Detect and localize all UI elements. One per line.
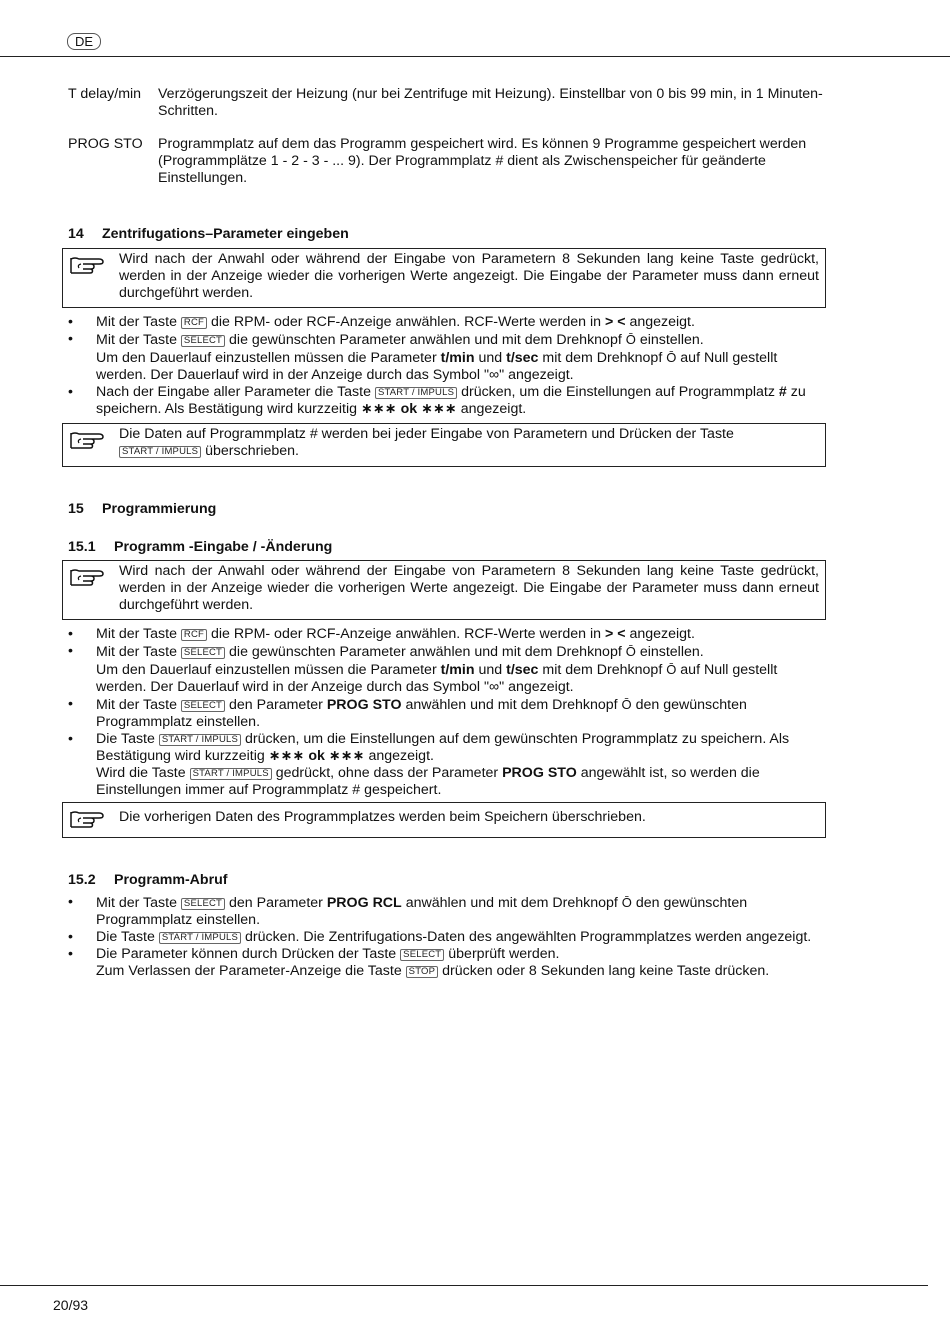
- stars-icon: ∗∗∗: [268, 748, 305, 764]
- list-item: [68, 894, 828, 929]
- param-prog-sto: [68, 136, 828, 187]
- text: gedrückt, ohne dass der Parameter: [275, 765, 499, 781]
- text: Nach der Eingabe aller Parameter die Taste: [96, 384, 371, 400]
- text: und: [478, 662, 503, 678]
- param-t-min: t/min: [440, 662, 475, 678]
- text: die RPM- oder RCF-Anzeige anwählen. RCF-Werte werden in: [210, 314, 602, 330]
- param-prog-sto: PROG STO: [502, 765, 577, 781]
- text: Mit der Taste: [96, 697, 177, 713]
- pointing-hand-icon: [69, 254, 109, 276]
- param-term: T delay/min: [68, 86, 142, 102]
- text: angewählt ist, so werden die Einstellungen immer auf Programmplatz # gespeichert.: [96, 765, 760, 798]
- param-definition: Programmplatz auf dem das Programm gespeichert wird. Es können 9 Programme gespeichert werden (Programmplätze 1 - 2 - 3 - ... 9). Der Programmplatz # dient als Zwischenspeicher für geänderte Einstellungen.: [158, 136, 807, 186]
- stars-icon: ∗∗∗: [328, 748, 365, 764]
- param-t-delay: [68, 86, 828, 120]
- text: den gewünschten Programmplatz einstellen.: [96, 697, 747, 730]
- rcf-key-icon: RCF: [181, 317, 207, 329]
- stop-key-icon: STOP: [406, 966, 439, 978]
- param-term: PROG STO: [68, 136, 143, 152]
- text: Die Taste: [96, 929, 155, 945]
- pointing-hand-icon: [69, 808, 109, 830]
- select-key-icon: SELECT: [181, 647, 225, 659]
- section-number: 15: [68, 501, 84, 517]
- text: Die Taste: [96, 731, 155, 747]
- list-item: [68, 929, 828, 946]
- text: Wird die Taste: [96, 765, 186, 781]
- text: angezeigt.: [629, 626, 695, 642]
- ok-display: ok: [308, 748, 325, 764]
- text: Mit der Taste: [96, 314, 177, 330]
- section-title: Programm-Abruf: [114, 872, 228, 888]
- list-item: [68, 384, 828, 418]
- section-14-heading: [68, 226, 349, 243]
- pointing-hand-icon: [69, 566, 109, 588]
- section-15-heading: [68, 501, 216, 518]
- text: auf Null gestellt werden. Der Dauerlauf wird in der Anzeige durch das Symbol "∞" angezeigt.: [96, 662, 778, 695]
- rcf-indicator: > <: [604, 314, 626, 330]
- text: anwählen und mit dem Drehknopf: [405, 895, 618, 911]
- note-box-overwrite: [62, 423, 826, 467]
- header-divider: [0, 56, 950, 57]
- param-t-sec: t/sec: [506, 662, 539, 678]
- text: den Parameter: [229, 697, 323, 713]
- list-item: [68, 331, 828, 384]
- text: drücken oder 8 Sekunden lang keine Taste drücken.: [442, 963, 770, 979]
- text: angezeigt.: [460, 401, 527, 417]
- footer-divider: [0, 1285, 928, 1286]
- knob-icon: Ō: [621, 895, 632, 910]
- rcf-key-icon: RCF: [181, 629, 207, 641]
- param-t-min: t/min: [440, 350, 475, 366]
- text: Mit der Taste: [96, 895, 177, 911]
- text: angezeigt.: [368, 748, 434, 764]
- section-15-2-steps: [68, 894, 828, 980]
- select-key-icon: SELECT: [400, 949, 444, 961]
- note-text: Wird nach der Anwahl oder während der Eingabe von Parametern 8 Sekunden lang keine Taste gedrückt, werden in der Anzeige wieder die vorherigen Werte angezeigt. Die Eingabe der Parameter muss dann erneut durchgeführt werden.: [119, 251, 819, 301]
- text: Zum Verlassen der Parameter-Anzeige die Taste: [96, 963, 402, 979]
- text: drücken. Die Zentrifugations-Daten des angewählten Programmplatzes werden angezeigt.: [244, 929, 812, 945]
- list-item: [68, 696, 828, 731]
- page-number: 20/93: [53, 1297, 89, 1313]
- text: den Parameter: [229, 895, 323, 911]
- section-title: Programm -Eingabe / -Änderung: [114, 539, 333, 555]
- text: auf Null gestellt werden. Der Dauerlauf wird in der Anzeige durch das Symbol "∞" angezeigt.: [96, 350, 778, 383]
- section-title: Zentrifugations–Parameter eingeben: [102, 226, 349, 242]
- pointing-hand-icon: [69, 429, 109, 451]
- list-item: [68, 626, 828, 643]
- knob-icon: Ō: [666, 662, 677, 677]
- text: einstellen.: [639, 644, 704, 660]
- text: und: [478, 350, 503, 366]
- text: Mit der Taste: [96, 644, 177, 660]
- note-box-timeout-2: [62, 560, 826, 620]
- section-number: 14: [68, 226, 84, 242]
- ok-display: ok: [400, 401, 418, 417]
- select-key-icon: SELECT: [181, 700, 225, 712]
- text: überprüft werden.: [448, 946, 560, 962]
- section-number: 15.1: [68, 539, 96, 555]
- stars-icon: ∗∗∗: [360, 401, 397, 417]
- note-box-previous-data: [62, 802, 826, 838]
- select-key-icon: SELECT: [181, 898, 225, 910]
- text: drücken, um die Einstellungen auf dem gewünschten Programmplatz zu speichern. Als Bestätigung wird kurzzeitig: [96, 731, 790, 764]
- section-15-2-heading: [68, 872, 228, 889]
- section-number: 15.2: [68, 872, 96, 888]
- note-text: Wird nach der Anwahl oder während der Eingabe von Parametern 8 Sekunden lang keine Taste gedrückt, werden in der Anzeige wieder die vorherigen Werte angezeigt. Die Eingabe der Parameter muss dann erneut durchgeführt werden.: [119, 563, 819, 613]
- text: die gewünschten Parameter anwählen und mit dem Drehknopf: [229, 644, 622, 660]
- section-14-steps: [68, 314, 828, 418]
- knob-icon: Ō: [666, 350, 677, 365]
- list-item: [68, 946, 828, 980]
- text: angezeigt.: [629, 314, 695, 330]
- start-impuls-key-icon: START / IMPULS: [375, 387, 457, 399]
- param-prog-sto: PROG STO: [326, 697, 402, 713]
- text: Um den Dauerlauf einzustellen müssen die Parameter: [96, 662, 437, 678]
- text: die gewünschten Parameter anwählen und mit dem Drehknopf: [229, 332, 622, 348]
- section-15-1-steps: [68, 626, 828, 799]
- section-15-1-heading: [68, 539, 332, 556]
- text: mit dem Drehknopf: [542, 350, 663, 366]
- rcf-indicator: > <: [604, 626, 626, 642]
- text: mit dem Drehknopf: [542, 662, 663, 678]
- program-slot-hash: #: [778, 384, 787, 400]
- text: den gewünschten Programmplatz einstellen.: [96, 895, 748, 928]
- list-item: [68, 314, 828, 331]
- list-item: [68, 731, 828, 799]
- knob-icon: Ō: [621, 697, 632, 712]
- note-text: Die vorherigen Daten des Programmplatzes werden beim Speichern überschrieben.: [119, 809, 646, 825]
- select-key-icon: SELECT: [181, 335, 225, 347]
- note-text: [119, 426, 819, 460]
- text: die RPM- oder RCF-Anzeige anwählen. RCF-Werte werden in: [210, 626, 602, 642]
- text: zu speichern. Als Bestätigung wird kurzzeitig: [96, 384, 806, 417]
- text: Mit der Taste: [96, 332, 177, 348]
- start-impuls-key-icon: START / IMPULS: [159, 734, 241, 746]
- note-box-timeout: [62, 248, 826, 308]
- param-prog-rcl: PROG RCL: [326, 895, 402, 911]
- start-impuls-key-icon: START / IMPULS: [190, 768, 272, 780]
- param-definition: Verzögerungszeit der Heizung (nur bei Zentrifuge mit Heizung). Einstellbar von 0 bis 99 min, in 1 Minuten-Schritten.: [158, 86, 823, 119]
- text: überschrieben.: [205, 443, 299, 459]
- language-badge: DE: [67, 33, 101, 50]
- text: Mit der Taste: [96, 626, 177, 642]
- section-title: Programmierung: [102, 501, 217, 517]
- knob-icon: Ō: [625, 644, 636, 659]
- stars-icon: ∗∗∗: [421, 401, 457, 417]
- text: drücken, um die Einstellungen auf Programmplatz: [461, 384, 775, 400]
- knob-icon: Ō: [625, 332, 636, 347]
- text: anwählen und mit dem Drehknopf: [405, 697, 618, 713]
- text: Die Parameter können durch Drücken der Taste: [96, 946, 397, 962]
- list-item: [68, 643, 828, 696]
- param-t-sec: t/sec: [506, 350, 539, 366]
- start-impuls-key-icon: START / IMPULS: [159, 932, 241, 944]
- text: Die Daten auf Programmplatz # werden bei jeder Eingabe von Parametern und Drücken der Taste: [119, 426, 734, 442]
- text: Um den Dauerlauf einzustellen müssen die Parameter: [96, 350, 437, 366]
- text: einstellen.: [639, 332, 704, 348]
- start-impuls-key-icon: START / IMPULS: [119, 446, 201, 458]
